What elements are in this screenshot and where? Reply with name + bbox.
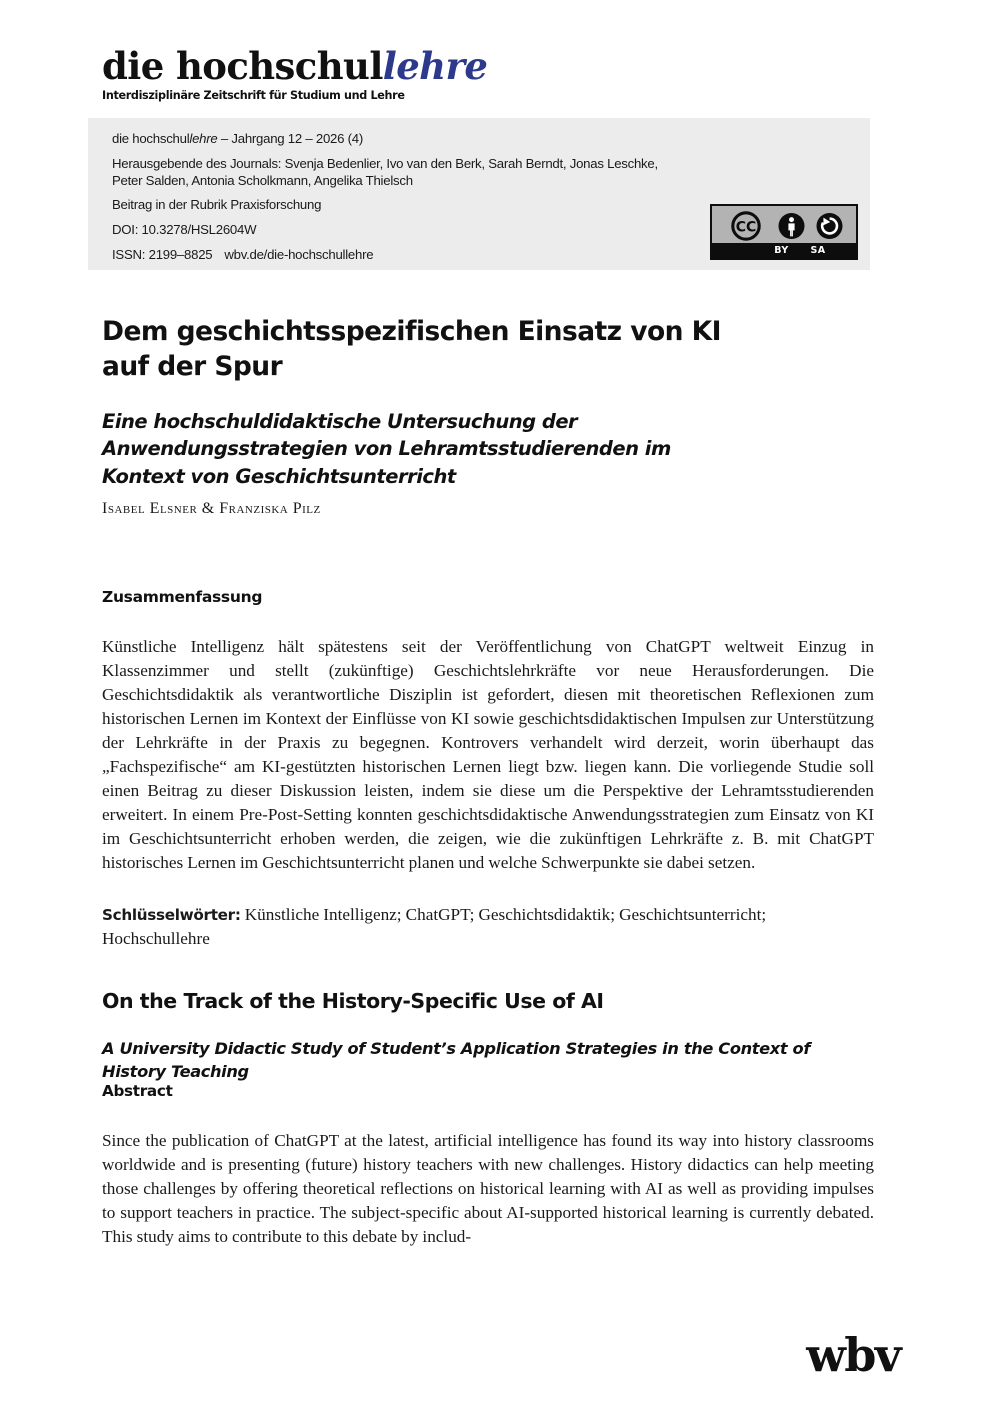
svg-text:CC: CC: [735, 219, 756, 236]
share-alike-icon: [815, 211, 844, 241]
abstract-en-text: Since the publication of ChatGPT at the latest, artificial intelligence has found its way into history classrooms worldwide and is presenting (future) history teachers with new challenges. History didactics can help meeting those challenges by offering theoretical reflections on historical learning with AI as well as providing impulses to support teachers in practice. The subject-specific about AI-supported historical learning is currently debated. This study aims to contribute to this debate by includ-: [102, 1131, 874, 1247]
abstract-en-heading: Abstract: [102, 1082, 173, 1100]
keywords-value: Künstliche Intelligenz; ChatGPT; Geschichtsdidaktik; Geschichtsunterricht; Hochschullehre: [102, 905, 767, 949]
metadata-editors-line1: Svenja Bedenlier, Ivo van den Berk, Sarah Berndt, Jonas Leschke,: [281, 155, 658, 171]
metadata-editors: [112, 155, 712, 189]
journal-metadata-box: [88, 118, 870, 270]
metadata-doi: DOI: 10.3278/HSL2604W: [112, 222, 257, 238]
metadata-editors-label: Herausgebende des Journals:: [112, 155, 282, 171]
journal-metadata-list: [112, 130, 712, 263]
metadata-issue-prefix: die hochschul: [112, 131, 190, 146]
cc-label-by: BY: [774, 245, 789, 256]
cc-badge-labels: [712, 243, 856, 258]
cc-label-sa: SA: [810, 245, 826, 256]
metadata-issue-accent: lehre: [189, 131, 218, 146]
article-title: Dem geschichtsspezifischen Einsatz von KI auf der Spur: [102, 315, 721, 382]
metadata-issn-website: [112, 246, 712, 263]
journal-logo: [102, 44, 742, 88]
metadata-issue: [112, 130, 712, 147]
abstract-en-subtitle: A University Didactic Study of Student’s Application Strategies in the Context of History Teaching: [102, 1039, 811, 1081]
abstract-de-text: Künstliche Intelligenz hält spätestens seit der Veröffentlichung von ChatGPT weltweit Einzug in Klassenzimmer und stellt (zukünftige) Geschichtslehrkräfte vor neue Herausforderungen. Die Geschichtsdidaktik als verantwortliche Disziplin ist gefordert, diesen mit theoretischen Reflexionen zum historischen Lernen im Kontext der Einflüsse von KI sowie geschichtsdidaktischen Impulsen zur Unterstützung der Lehrkräfte in der Praxis zu begegnen. Kontrovers verhandelt wird derzeit, worin überhaupt das „Fachspezifische“ am KI-gestützten historischen Lernen liegt bzw. liegen kann. Die vorliegende Studie soll einen Beitrag zu dieser Diskussion leisten, indem sie diese um die Perspektive der Lehramtsstudierenden erweitert. In einem Pre-Post-Setting konnten geschichtsdidaktische Anwendungsstrategien zum Einsatz von KI im Geschichtsunterricht erhoben werden, die zeigen, wie die zukünftigen Lehrkräfte z. B. mit ChatGPT historisches Lernen im Geschichtsunterricht planen und welche Schwerpunkte sie dabei setzen.: [102, 637, 874, 873]
metadata-editors-line2: Peter Salden, Antonia Scholkmann, Angelika Thielsch: [112, 172, 413, 188]
abstract-en-title: On the Track of the History-Specific Use of AI: [102, 989, 604, 1013]
abstract-de-keywords: [102, 903, 874, 951]
attribution-person-icon: [777, 211, 806, 241]
keywords-label: Schlüsselwörter:: [102, 906, 241, 925]
article-subtitle: Eine hochschuldidaktische Untersuchung der Anwendungsstrategien von Lehramtsstudierenden im Kontext von Geschichtsunterricht: [102, 410, 671, 488]
journal-logo-accent: lehre: [382, 44, 488, 88]
article-authors: Isabel Elsner & Franziska Pilz: [102, 500, 321, 517]
journal-logo-plain: die hochschul: [102, 44, 383, 88]
publisher-logo: wbv: [806, 1328, 900, 1382]
metadata-issue-suffix: – Jahrgang 12 – 2026 (4): [217, 131, 364, 146]
journal-masthead: [102, 44, 742, 102]
metadata-website-link[interactable]: wbv.de/die-hochschullehre: [224, 246, 374, 262]
cc-badge-icons: [712, 206, 856, 243]
abstract-de-heading: Zusammenfassung: [102, 588, 263, 606]
creative-commons-icon: [724, 211, 768, 241]
cc-by-sa-license-badge[interactable]: [710, 204, 858, 260]
journal-logo-subtitle: Interdisziplinäre Zeitschrift für Studium und Lehre: [102, 88, 405, 102]
metadata-issn: ISSN: 2199–8825: [112, 246, 213, 262]
metadata-rubric: Beitrag in der Rubrik Praxisforschung: [112, 197, 322, 213]
